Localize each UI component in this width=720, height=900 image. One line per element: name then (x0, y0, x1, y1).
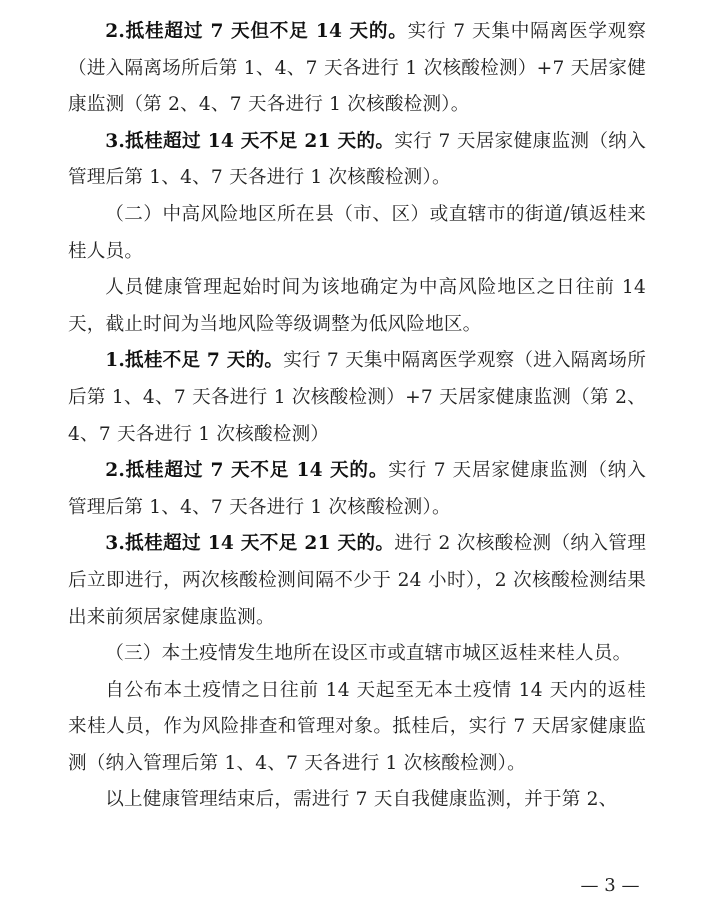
paragraph-9 (68, 673, 646, 783)
paragraph-6-lead: 2.抵桂超过 7 天不足 14 天的。 (105, 460, 389, 482)
paragraph-5-text: 实行 7 天集中隔离医学观察（进入隔离场所后第 1、4、7 天各进行 1 次核酸检测）+7 天居家健康监测（第 2、4、7 天各进行 1 次核酸检测） (68, 350, 646, 445)
paragraph-8-text: （三）本土疫情发生地所在设区市或直辖市城区返桂来桂人员。 (105, 643, 632, 665)
section-heading-2 (68, 197, 646, 270)
paragraph-1-text: 实行 7 天集中隔离医学观察（进入隔离场所后第 1、4、7 天各进行 1 次核酸检测）+7 天居家健康监测（第 2、4、7 天各进行 1 次核酸检测）。 (68, 21, 646, 116)
paragraph-6-text: 实行 7 天居家健康监测（纳入管理后第 1、4、7 天各进行 1 次核酸检测）。 (68, 460, 646, 518)
page-number: — 3 — (580, 875, 640, 896)
paragraph-10 (68, 782, 646, 819)
paragraph-7-lead: 3.抵桂超过 14 天不足 21 天的。 (105, 533, 395, 555)
paragraph-1 (68, 14, 646, 124)
paragraph-6 (68, 453, 646, 526)
paragraph-10-text: 以上健康管理结束后，需进行 7 天自我健康监测，并于第 2、 (105, 789, 618, 811)
paragraph-7-text: 进行 2 次核酸检测（纳入管理后立即进行，两次核酸检测间隔不少于 24 小时），2 次核酸检测结果出来前须居家健康监测。 (68, 533, 646, 628)
paragraph-1-lead: 2.抵桂超过 7 天但不足 14 天的。 (105, 21, 408, 42)
paragraph-5-lead: 1.抵桂不足 7 天的。 (105, 350, 284, 372)
section-heading-3 (68, 636, 646, 673)
paragraph-2 (68, 124, 646, 197)
paragraph-7 (68, 526, 646, 636)
paragraph-3-text: （二）中高风险地区所在县（市、区）或直辖市的街道/镇返桂来桂人员。 (68, 203, 646, 262)
paragraph-4 (68, 270, 646, 343)
paragraph-5 (68, 343, 646, 453)
paragraph-9-text: 自公布本土疫情之日往前 14 天起至无本土疫情 14 天内的返桂来桂人员，作为风险排查和管理对象。抵桂后，实行 7 天居家健康监测（纳入管理后第 1、4、7 天各进行 1 次核酸检测）。 (68, 679, 646, 774)
paragraph-4-text: 人员健康管理起始时间为该地确定为中高风险地区之日往前 14 天，截止时间为当地风险等级调整为低风险地区。 (68, 277, 646, 335)
paragraph-2-lead: 3.抵桂超过 14 天不足 21 天的。 (105, 130, 395, 152)
paragraph-2-text: 实行 7 天居家健康监测（纳入管理后第 1、4、7 天各进行 1 次核酸检测）。 (68, 130, 646, 189)
document-body (68, 14, 646, 819)
